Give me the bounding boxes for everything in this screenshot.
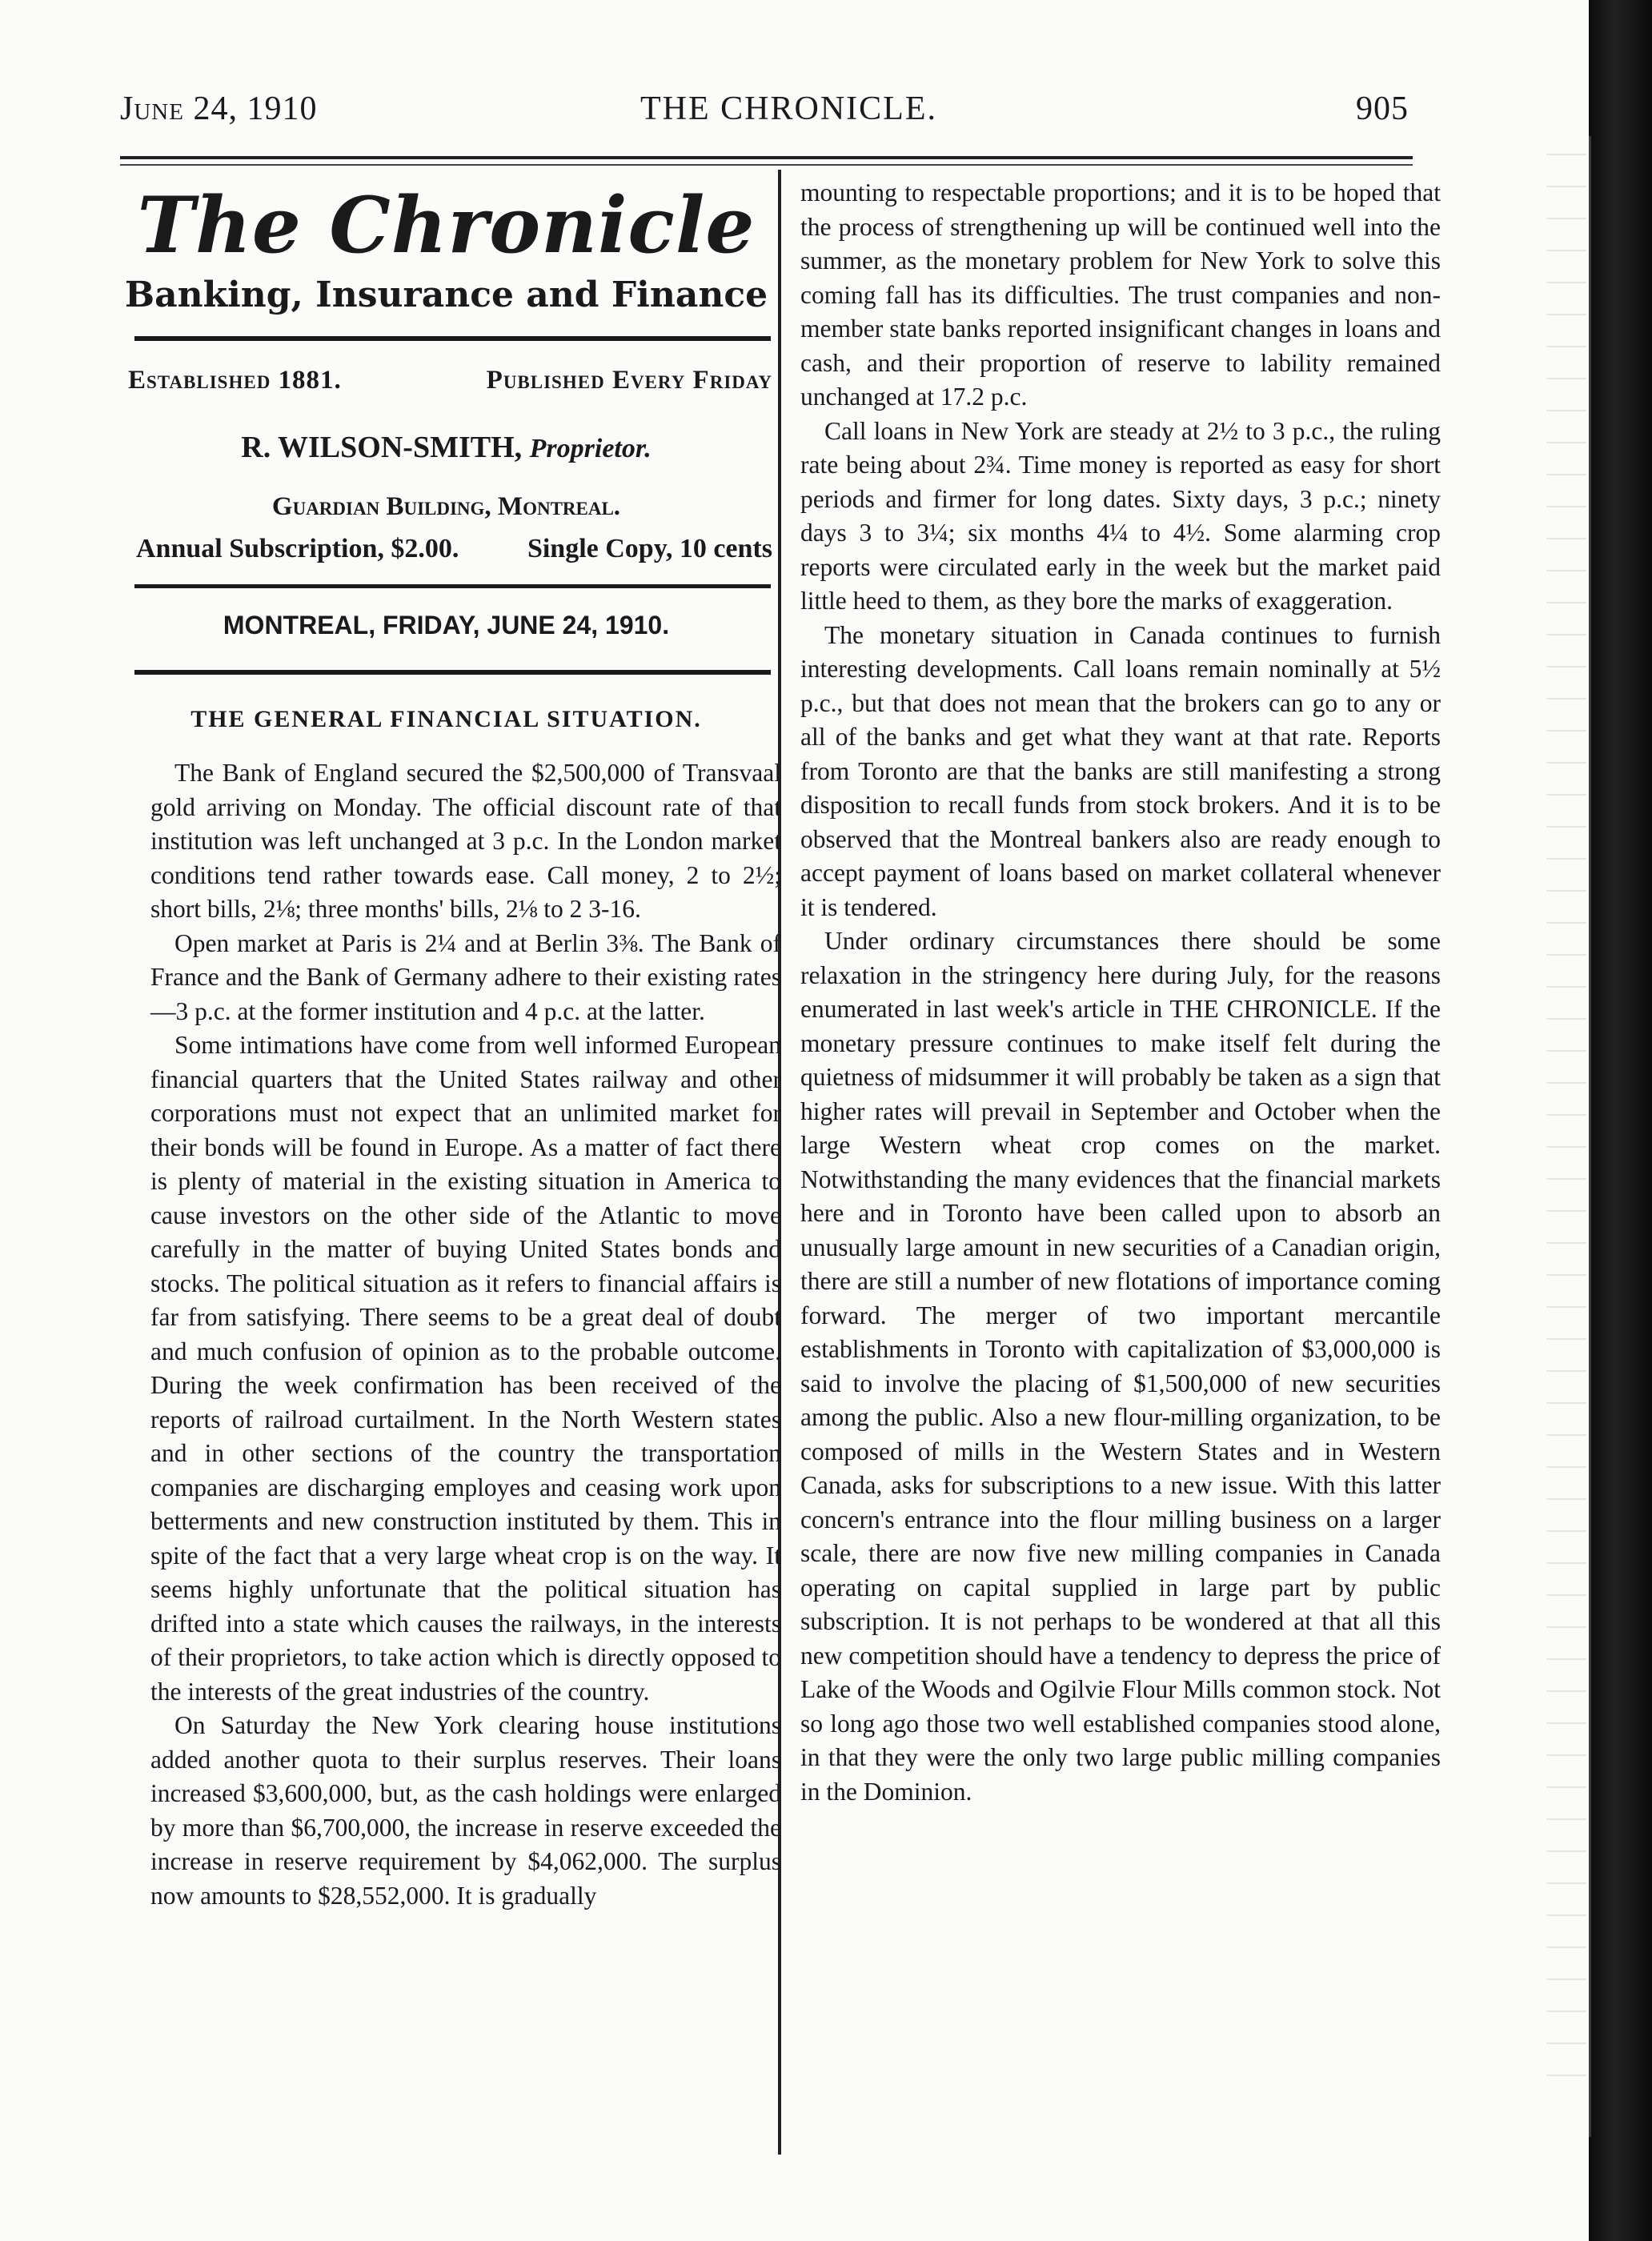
published-line: Published Every Friday <box>486 366 772 395</box>
article-column-left <box>150 756 781 1913</box>
paragraph: mounting to respectable proportions; and it is to be hoped that the process of strengthening up will be continued well into the summer, as the monetary problem for New York to solve this coming fall has its difficulties. The trust companies and non-member state banks reported insignificant changes in loans and cash, and their proportion of reserve to lability remained unchanged at 17.2 p.c. <box>800 178 1441 411</box>
established-line: Established 1881. <box>128 366 342 395</box>
issue-dateline: MONTREAL, FRIDAY, JUNE 24, 1910. <box>223 611 670 639</box>
paragraph: Open market at Paris is 2¼ and at Berlin 3⅜. The Bank of France and the Bank of Germany adhere to their existing rates—3 p.c. at the former institution and 4 p.c. at the latter. <box>150 928 781 1025</box>
masthead-rule <box>134 336 771 341</box>
running-head <box>120 90 1409 138</box>
header-rule-thin <box>120 164 1413 166</box>
paragraph: Call loans in New York are steady at 2½ to 3 p.c., the ruling rate being about 2¾. Time money is reported as easy for short periods and firmer for long dates. Sixty days, 3 p.c.; ninety days 3 to 3¼; six months 4¼ to 4½. Some alarming crop reports were circulated early in the week but the market paid little heed to them, as they bore the marks of exaggeration. <box>800 416 1441 615</box>
binding-gutter <box>1546 144 1586 2097</box>
article-headline: THE GENERAL FINANCIAL SITUATION. <box>190 706 702 732</box>
masthead-rule-2 <box>134 584 771 588</box>
scan-edge <box>1589 0 1652 2241</box>
masthead-title: The Chronicle <box>137 180 756 271</box>
proprietor-name: R. WILSON-SMITH, <box>241 431 523 464</box>
proprietor-role: Proprietor. <box>529 434 652 463</box>
paragraph: On Saturday the New York clearing house institutions added another quota to their surplus reserves. Their loans increased $3,600,000, but, as the cash holdings were enlarged by more than $6,700,000, the increase in reserve exceeded the increase in reserve requirement by $4,062,000. The surplus now amounts to $28,552,000. It is gradually <box>150 1711 781 1910</box>
running-head-date: June 24, 1910 <box>120 90 318 127</box>
masthead-rule-3 <box>134 670 771 675</box>
article-column-right <box>800 176 1441 1809</box>
masthead-subtitle: Banking, Insurance and Finance <box>124 275 768 315</box>
single-copy-price: Single Copy, 10 cents <box>527 534 772 563</box>
address-line: Guardian Building, Montreal. <box>271 492 621 521</box>
subscription-price: Annual Subscription, $2.00. <box>136 534 459 563</box>
paragraph: The Bank of England secured the $2,500,000 of Transvaal gold arriving on Monday. The official discount rate of that institution was left unchanged at 3 p.c. In the London market conditions tend rather towards ease. Call money, 2 to 2½; short bills, 2⅛; three months' bills, 2⅛ to 2 3-16. <box>150 759 781 923</box>
page-number: 905 <box>1356 90 1409 127</box>
paragraph: Under ordinary circumstances there should be some relaxation in the stringency here during July, for the reasons enumerated in last week's article in THE CHRONICLE. If the monetary pressure continues to make itself felt during the quietness of midsummer it will probably be taken as a sign that higher rates will prevail in September and October when the large Western wheat crop comes on the market. Notwithstanding the many evidences that the financial markets here and in Toronto have been called upon to absorb an unusually large amount in new securities of a Canadian origin, there are still a number of new flotations of importance coming forward. The merger of two important mercantile establishments in Toronto with capitalization of $3,000,000 is said to involve the placing of $1,500,000 of new securities among the public. Also a new flour-milling organization, to be composed of mills in the Western States and in Western Canada, asks for subscriptions to a new issue. With this latter concern's entrance into the flour milling business on a larger scale, there are now five new milling companies in Canada operating on capital supplied in large part by public subscription. It is not perhaps to be wondered at that all this new competition should have a tendency to depress the price of Lake of the Woods and Ogilvie Flour Mills common stock. Not so long ago those two well established companies stood alone, in that they were the only two large public milling companies in the Dominion. <box>800 927 1441 1806</box>
running-head-title: THE CHRONICLE. <box>640 90 937 127</box>
paragraph: Some intimations have come from well informed European financial quarters that the United States railway and other corporations must not expect that an unlimited market for their bonds will be found in Europe. As a matter of fact there is plenty of material in the existing situation in America to cause investors on the other side of the Atlantic to move carefully in the matter of buying United States bonds and stocks. The political situation as it refers to financial affairs is far from satisfying. There seems to be a great deal of doubt and much confusion of opinion as to the probable outcome. During the week confirmation has been received of the reports of railroad curtailment. In the North Western states and in other sections of the country the transportation companies are discharging employes and ceasing work upon betterments and new construction instituted by them. This in spite of the fact that a very large wheat crop is on the way. It seems highly unfortunate that the political situation has drifted into a state which causes the railways, in the interests of their proprietors, to take action which is directly opposed to the interests of the great industries of the country. <box>150 1031 781 1706</box>
header-rule <box>120 156 1413 159</box>
proprietor-line <box>120 430 772 465</box>
paragraph: The monetary situation in Canada continues to furnish interesting developments. Call loans remain nominally at 5½ p.c., but that does not mean that the brokers can go to any or all of the banks and get what they want at that rate. Reports from Toronto are that the banks are still manifesting a strong disposition to recall funds from stock brokers. And it is to be observed that the Montreal bankers also are ready enough to accept payment of loans based on market collateral whenever it is tendered. <box>800 620 1441 921</box>
